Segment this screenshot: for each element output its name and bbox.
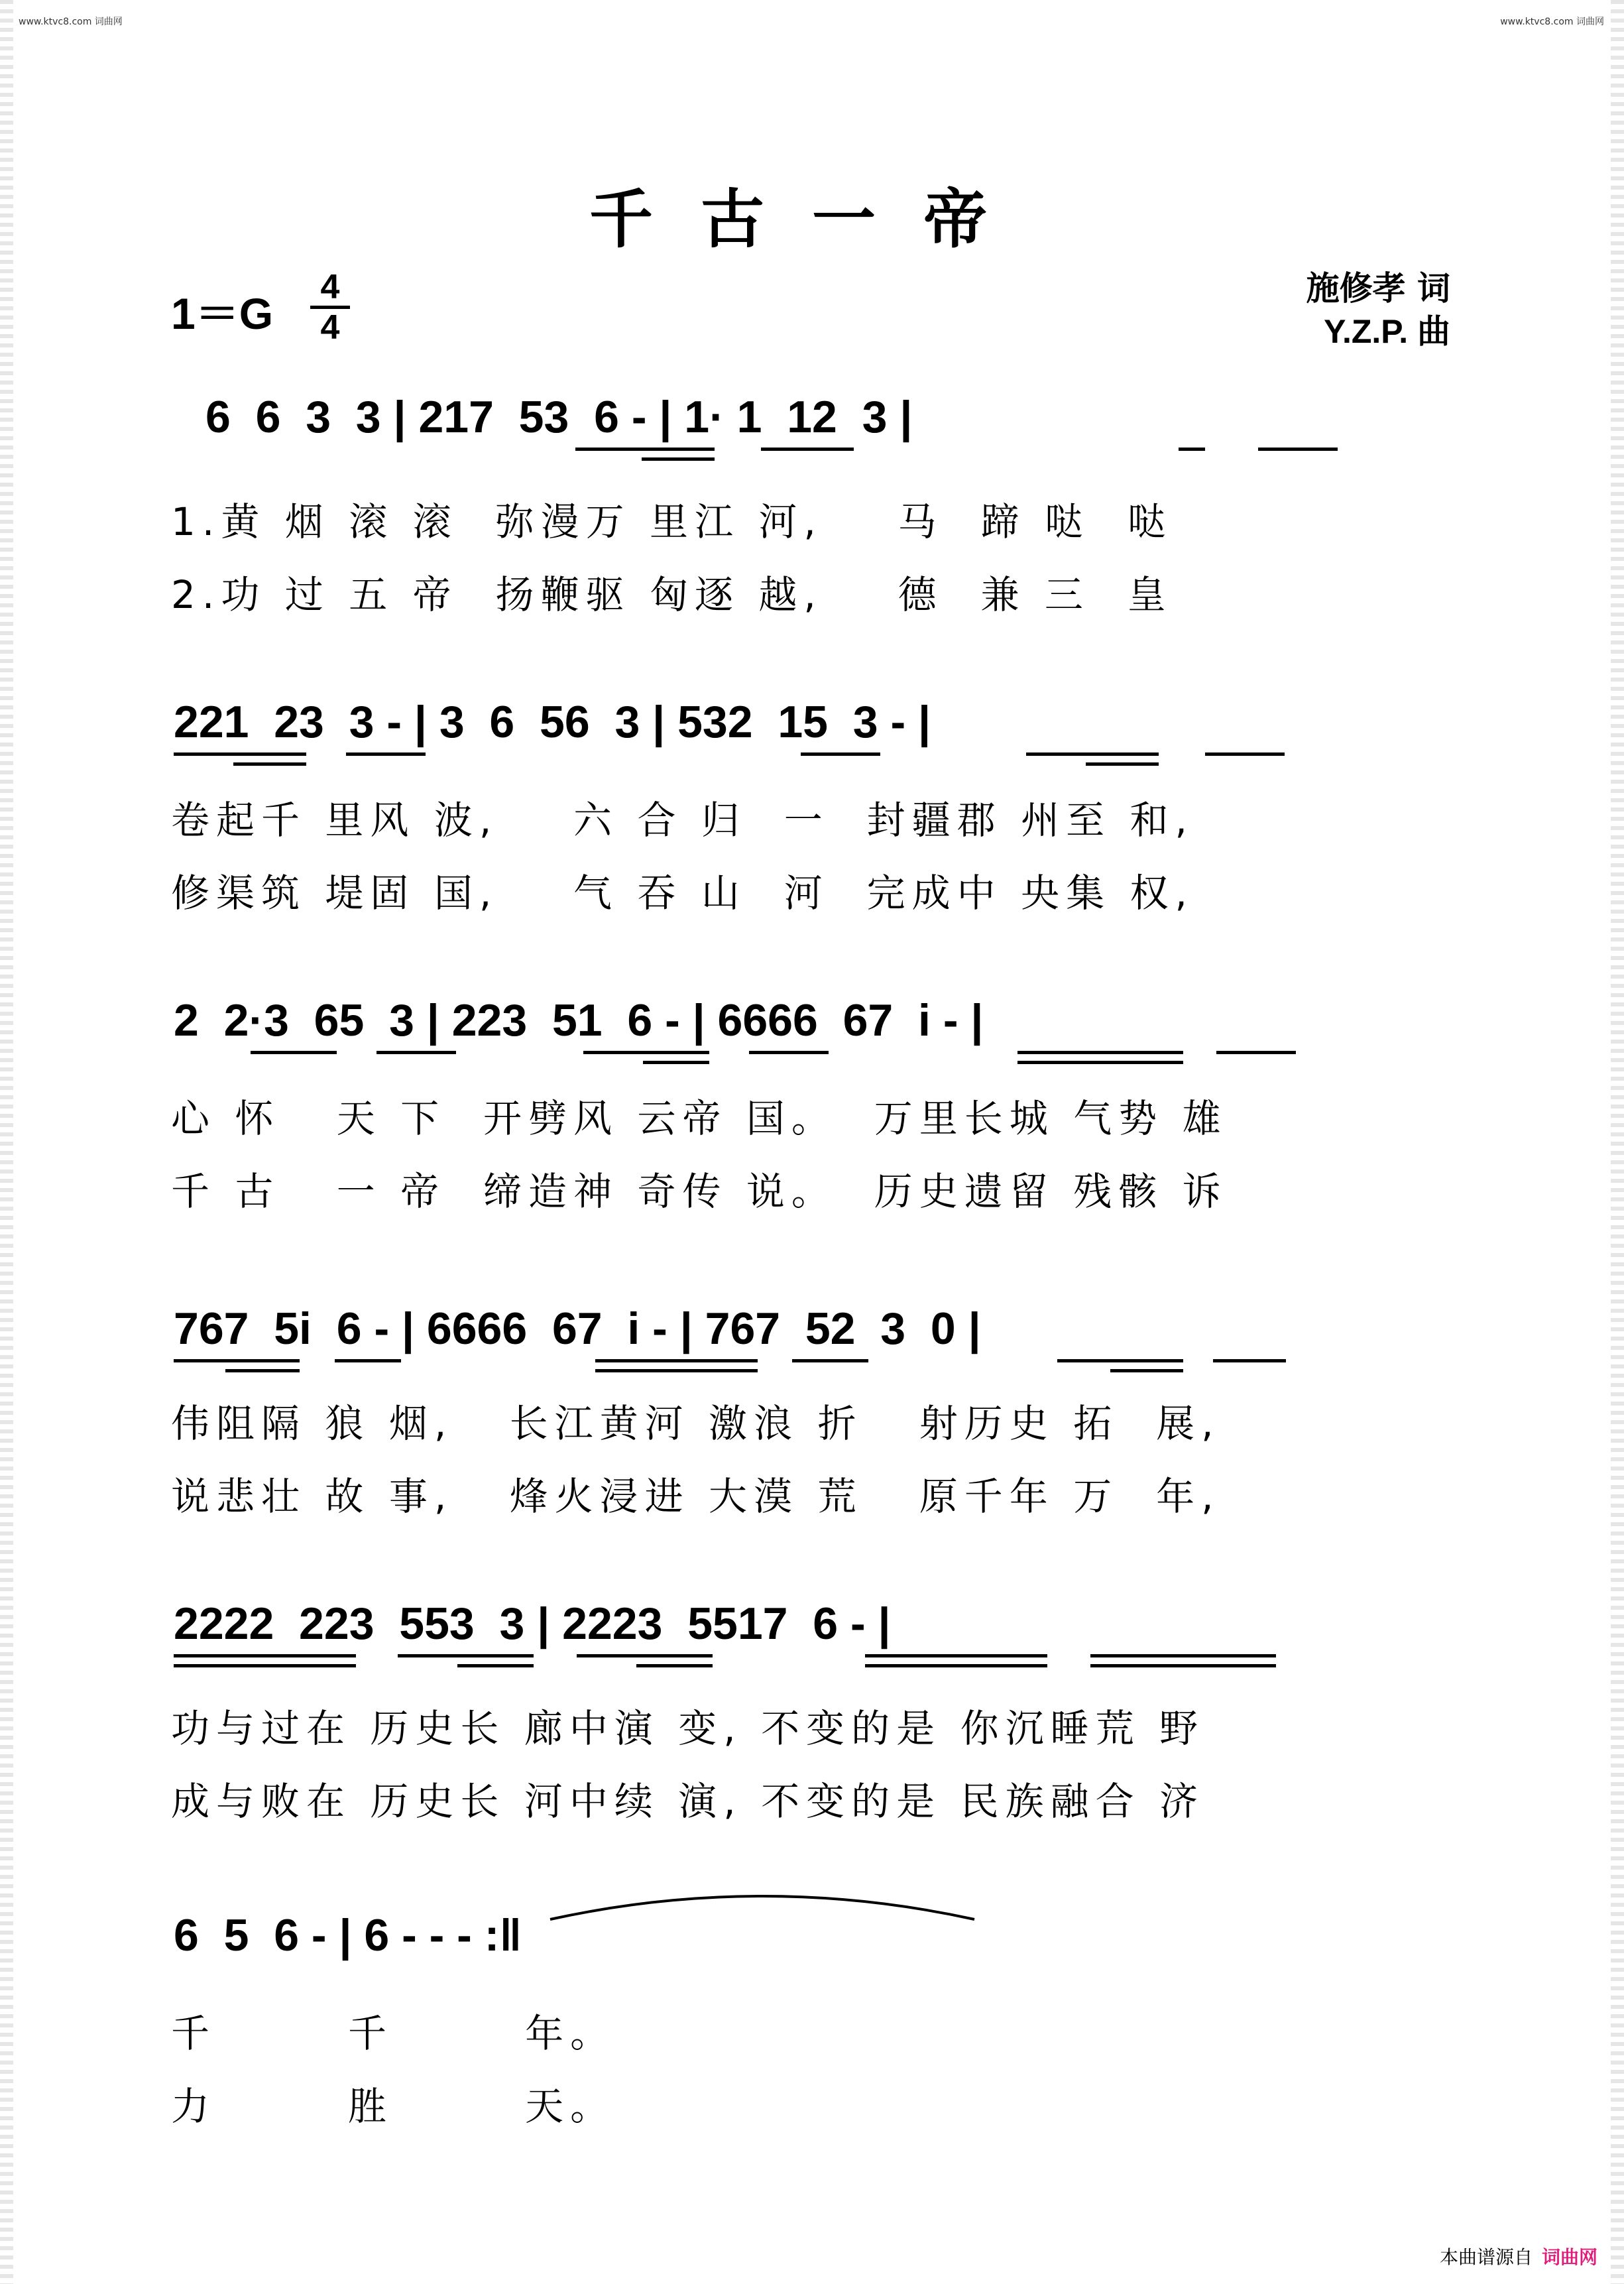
tie-arc bbox=[544, 1880, 981, 1926]
meter-top: 4 bbox=[310, 269, 350, 309]
composer-credit: Y.Z.P. 曲 bbox=[1324, 313, 1450, 350]
notation-text: 6 5 6 - | 6 - - - :‖ bbox=[174, 1910, 522, 1960]
site-tag-left: www.ktvc8.com 词曲网 bbox=[19, 17, 123, 27]
lyric-line-4-verse-2: 说悲壮 故 事, 烽火浸进 大漠 荒 原千年 万 年, bbox=[171, 1474, 1220, 1519]
underline-beam bbox=[346, 752, 426, 756]
lyric-line-2-verse-2: 修渠筑 堤固 国, 气 吞 山 河 完成中 央集 权, bbox=[171, 871, 1194, 916]
underline-beam bbox=[1086, 762, 1159, 766]
underline-beam bbox=[174, 1654, 356, 1657]
underline-beam bbox=[865, 1664, 1047, 1667]
underline-beam bbox=[865, 1654, 1047, 1657]
underline-beam bbox=[1090, 1654, 1276, 1657]
key-signature: 1＝G bbox=[171, 289, 274, 338]
underline-beam bbox=[1258, 448, 1338, 451]
underline-beam bbox=[1110, 1369, 1183, 1372]
underline-beam bbox=[174, 1359, 300, 1362]
notation-line-1 bbox=[0, 391, 1624, 484]
notation-line-4 bbox=[0, 1303, 1624, 1396]
song-title: 千古一帝 bbox=[589, 182, 1035, 257]
underline-beam bbox=[1017, 1051, 1183, 1054]
lyric-line-3-verse-1: 心 怀 天 下 开劈风 云帝 国。 万里长城 气势 雄 bbox=[171, 1096, 1228, 1141]
underline-beam bbox=[595, 1359, 758, 1362]
lyric-line-5-verse-2: 成与败在 历史长 河中续 演, 不变的是 民族融合 济 bbox=[171, 1779, 1205, 1824]
notation-text: 2 2·3 65 3 | 223 51 6 - | 6666 67 i - | bbox=[174, 995, 984, 1046]
underline-beam bbox=[1090, 1664, 1276, 1667]
site-tag-right: www.ktvc8.com 词曲网 bbox=[1500, 17, 1604, 27]
underline-beam bbox=[636, 1664, 713, 1667]
notation-text: 2222 223 553 3 | 2223 5517 6 - | bbox=[174, 1598, 891, 1649]
underline-beam bbox=[801, 752, 880, 756]
footer-brand[interactable]: 词曲网 bbox=[1541, 2246, 1597, 2268]
underline-beam bbox=[1205, 752, 1285, 756]
time-signature bbox=[310, 269, 350, 346]
underline-beam bbox=[174, 752, 306, 756]
underline-beam bbox=[583, 1051, 709, 1054]
underline-beam bbox=[642, 457, 715, 461]
lyric-line-6-verse-1: 千 千 年。 bbox=[171, 2011, 616, 2056]
notation-line-3 bbox=[0, 994, 1624, 1087]
underline-beam bbox=[1026, 752, 1159, 756]
underline-beam bbox=[761, 448, 854, 451]
footer-source: 本曲谱源自 bbox=[1439, 2246, 1533, 2268]
notation-line-5 bbox=[0, 1598, 1624, 1691]
underline-beam bbox=[1179, 448, 1205, 451]
underline-beam bbox=[643, 1061, 709, 1064]
lyric-line-4-verse-1: 伟阻隔 狼 烟, 长江黄河 激浪 折 射历史 拓 展, bbox=[171, 1401, 1220, 1446]
footer-credit bbox=[1440, 2243, 1597, 2269]
lyric-line-5-verse-1: 功与过在 历史长 廊中演 变, 不变的是 你沉睡荒 野 bbox=[171, 1706, 1205, 1751]
lyric-line-1-verse-1: 1.黄 烟 滚 滚 弥漫万 里江 河, 马 蹄 哒 哒 bbox=[171, 499, 1173, 544]
underline-beam bbox=[398, 1654, 534, 1657]
meter-bottom: 4 bbox=[320, 308, 340, 347]
notation-line-2 bbox=[0, 696, 1624, 789]
underline-beam bbox=[749, 1051, 829, 1054]
underline-beam bbox=[251, 1051, 337, 1054]
underline-beam bbox=[335, 1359, 401, 1362]
underline-beam bbox=[1216, 1051, 1296, 1054]
underline-beam bbox=[595, 1369, 758, 1372]
underline-beam bbox=[792, 1359, 868, 1362]
underline-beam bbox=[377, 1051, 456, 1054]
lyric-line-6-verse-2: 力 胜 天。 bbox=[171, 2084, 616, 2129]
lyric-line-1-verse-2: 2.功 过 五 帝 扬鞭驱 匈逐 越, 德 兼 三 皇 bbox=[171, 572, 1173, 617]
underline-beam bbox=[1017, 1061, 1183, 1064]
lyric-line-3-verse-2: 千 古 一 帝 缔造神 奇传 说。 历史遗留 残骸 诉 bbox=[171, 1169, 1228, 1214]
underline-beam bbox=[577, 1654, 713, 1657]
notation-text: 767 5i 6 - | 6666 67 i - | 767 52 3 0 | bbox=[174, 1303, 981, 1354]
lyricist-credit: 施修孝 词 bbox=[1306, 269, 1450, 308]
underline-beam bbox=[1057, 1359, 1183, 1362]
underline-beam bbox=[225, 1369, 300, 1372]
underline-beam bbox=[174, 1664, 356, 1667]
underline-beam bbox=[457, 1664, 534, 1667]
underline-beam bbox=[575, 448, 715, 451]
lyric-line-2-verse-1: 卷起千 里风 波, 六 合 归 一 封疆郡 州至 和, bbox=[171, 798, 1194, 843]
notation-text: 6 6 3 3 | 217 53 6 - | 1· 1 12 3 | bbox=[205, 392, 913, 442]
underline-beam bbox=[233, 762, 306, 766]
notation-text: 221 23 3 - | 3 6 56 3 | 532 15 3 - | bbox=[174, 697, 931, 747]
underline-beam bbox=[1213, 1359, 1286, 1362]
